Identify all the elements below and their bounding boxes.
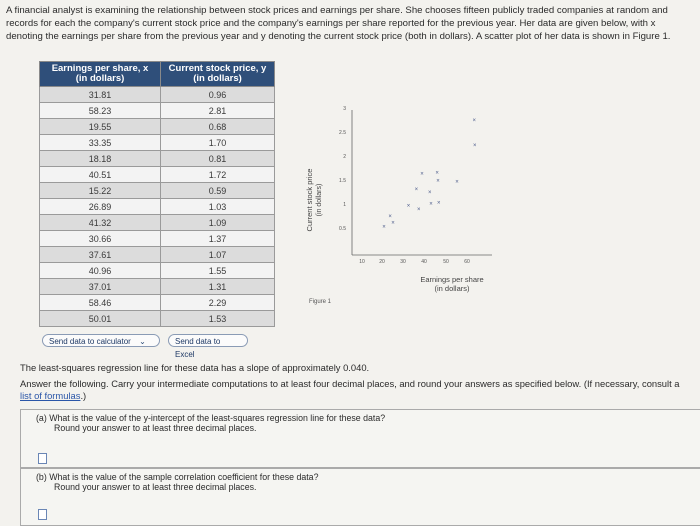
scatter-point: × xyxy=(414,187,419,194)
y-cell: 1.31 xyxy=(161,279,275,295)
y-tick-label: 2 xyxy=(343,154,346,160)
table-row xyxy=(40,231,275,247)
scatter-point: × xyxy=(406,203,411,210)
y-axis-label: Current stock price xyxy=(305,168,314,232)
answer-b-input[interactable] xyxy=(38,509,47,520)
y-cell: 0.96 xyxy=(161,87,275,103)
y-tick-label: 3 xyxy=(343,106,346,112)
table-row xyxy=(40,263,275,279)
table-row xyxy=(40,167,275,183)
table-row xyxy=(40,215,275,231)
col-y-header xyxy=(161,62,275,87)
x-tick-label: 60 xyxy=(464,259,470,265)
x-tick-label: 20 xyxy=(379,259,385,265)
x-cell: 15.22 xyxy=(40,183,161,199)
table-row xyxy=(40,183,275,199)
y-cell: 2.29 xyxy=(161,295,275,311)
x-cell: 41.32 xyxy=(40,215,161,231)
instructions-end: .) xyxy=(80,390,87,401)
y-tick-label: 1 xyxy=(343,202,346,208)
scatter-point: × xyxy=(436,178,440,185)
table-row xyxy=(40,295,275,311)
formulas-link[interactable]: list of formulas xyxy=(20,390,81,401)
col-y-header-unit: (in dollars) xyxy=(193,73,242,84)
question-b-rounding: Round your answer to at least three decimal places. xyxy=(54,482,257,492)
slope-note: The least-squares regression line for these data has a slope of approximately 0.040. xyxy=(20,362,370,373)
data-table xyxy=(39,61,275,327)
scatter-point: × xyxy=(429,201,433,208)
y-cell: 1.09 xyxy=(161,215,275,231)
scatter-point: × xyxy=(382,224,386,231)
table-row xyxy=(40,151,275,167)
send-to-calculator-button[interactable] xyxy=(42,334,160,347)
problem-intro xyxy=(6,4,696,43)
plot-area xyxy=(339,106,492,265)
x-cell: 40.51 xyxy=(40,167,161,183)
question-b-prompt: (b) What is the value of the sample correlation coefficient for these data? xyxy=(36,472,319,482)
x-tick-label: 30 xyxy=(400,259,406,265)
intro-line-3: denoting the earnings per share from the previous year and y denoting the current stock price (both in dollars). A scatter plot of her data is shown in Figure 1. xyxy=(6,31,671,42)
y-tick-label: 0.5 xyxy=(339,226,346,232)
x-cell: 58.46 xyxy=(40,295,161,311)
answer-a-input[interactable] xyxy=(38,453,47,464)
table-row xyxy=(40,199,275,215)
table-row xyxy=(40,247,275,263)
y-axis-unit: (in dollars) xyxy=(316,183,323,217)
scatter-plot xyxy=(300,90,510,315)
table-row xyxy=(40,103,275,119)
y-cell: 1.07 xyxy=(161,247,275,263)
scatter-point: × xyxy=(437,200,441,207)
intro-line-2: records for each the company's current stock price and the company's earnings per share reported for the previous year. Her data are given below, with x xyxy=(6,18,656,29)
scatter-point: × xyxy=(427,190,432,197)
y-cell: 0.81 xyxy=(161,151,275,167)
table-row xyxy=(40,135,275,151)
instructions xyxy=(20,378,692,402)
instructions-text: Answer the following. Carry your intermediate computations to at least four decimal places, and round your answers as specified below. (If necessary, consult a xyxy=(20,378,680,389)
y-tick-label: 2.5 xyxy=(339,130,346,136)
scatter-point: × xyxy=(455,179,459,186)
question-a-text xyxy=(36,413,556,433)
col-x-header-unit: (in dollars) xyxy=(75,73,125,84)
send-to-calculator-label: Send data to calculator xyxy=(49,337,131,346)
y-cell: 1.72 xyxy=(161,167,275,183)
figure-caption: Figure 1 xyxy=(309,299,332,305)
x-cell: 58.23 xyxy=(40,103,161,119)
send-to-excel-label: Send data to Excel xyxy=(175,337,221,359)
table-row xyxy=(40,87,275,103)
scatter-point: × xyxy=(435,170,439,177)
x-tick-label: 40 xyxy=(421,259,427,265)
scatter-point: × xyxy=(420,171,424,178)
col-x-header xyxy=(40,62,161,87)
x-tick-label: 50 xyxy=(443,259,449,265)
y-tick-label: 1.5 xyxy=(339,178,346,184)
x-cell: 31.81 xyxy=(40,87,161,103)
x-cell: 26.89 xyxy=(40,199,161,215)
scatter-point: × xyxy=(472,118,477,125)
x-cell: 30.66 xyxy=(40,231,161,247)
y-cell: 1.55 xyxy=(161,263,275,279)
col-x-header-title: Earnings per share, x xyxy=(51,63,149,74)
scatter-point: × xyxy=(391,220,395,227)
x-cell: 33.35 xyxy=(40,135,161,151)
y-cell: 1.53 xyxy=(161,311,275,327)
y-cell: 1.70 xyxy=(161,135,275,151)
y-cell: 2.81 xyxy=(161,103,275,119)
y-cell: 1.03 xyxy=(161,199,275,215)
x-tick-label: 10 xyxy=(359,259,365,265)
y-cell: 0.59 xyxy=(161,183,275,199)
x-cell: 50.01 xyxy=(40,311,161,327)
x-cell: 18.18 xyxy=(40,151,161,167)
table-row xyxy=(40,119,275,135)
table-row xyxy=(40,311,275,327)
x-cell: 37.61 xyxy=(40,247,161,263)
question-b-text xyxy=(36,472,556,492)
x-axis-label: Earnings per share xyxy=(420,275,484,284)
table-row xyxy=(40,279,275,295)
y-cell: 0.68 xyxy=(161,119,275,135)
scatter-point: × xyxy=(388,214,392,221)
scatter-point: × xyxy=(473,143,477,150)
x-cell: 19.55 xyxy=(40,119,161,135)
col-y-header-title: Current stock price, y xyxy=(168,63,267,74)
scatter-point: × xyxy=(417,206,421,213)
chevron-down-icon: ⌄ xyxy=(139,337,146,346)
x-cell: 37.01 xyxy=(40,279,161,295)
question-a-rounding: Round your answer to at least three decimal places. xyxy=(54,423,257,433)
send-to-excel-button[interactable] xyxy=(168,334,248,359)
x-axis-unit: (in dollars) xyxy=(434,284,470,293)
question-a-prompt: (a) What is the value of the y-intercept of the least-squares regression line for these data? xyxy=(36,413,386,423)
x-cell: 40.96 xyxy=(40,263,161,279)
intro-line-1: A financial analyst is examining the relationship between stock prices and earnings per share. She chooses fifteen publicly traded companies at random and xyxy=(6,5,668,16)
y-cell: 1.37 xyxy=(161,231,275,247)
